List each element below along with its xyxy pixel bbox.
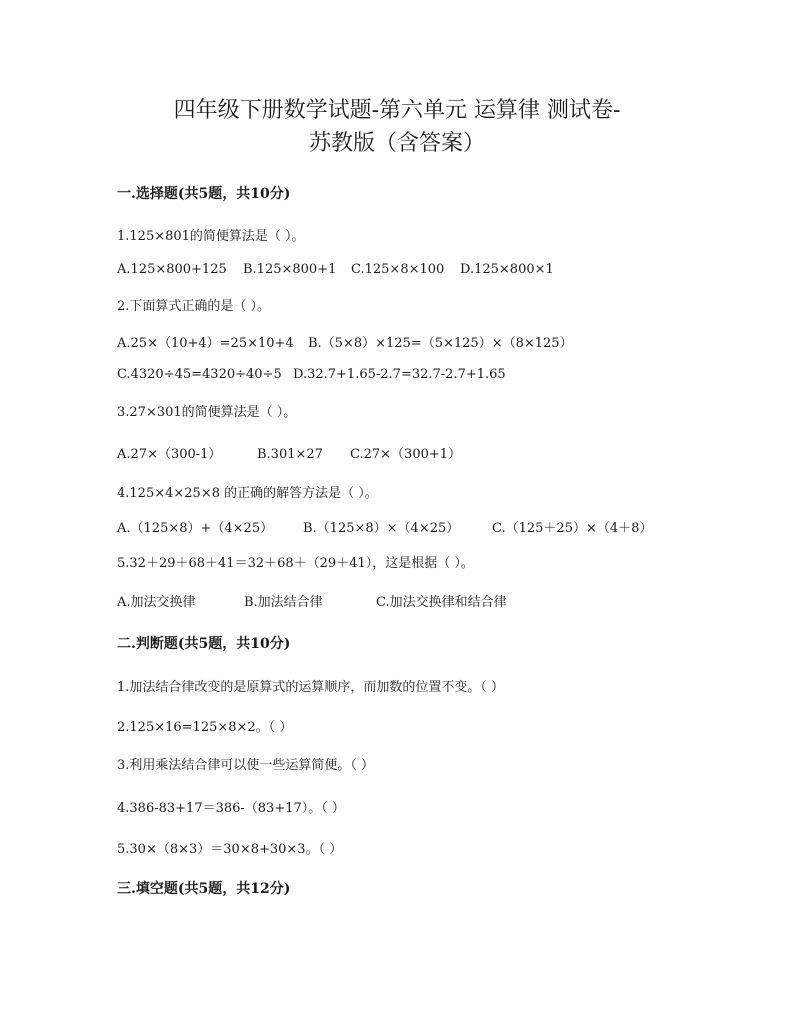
q3-option-a: A.27×（300-1） <box>117 447 222 462</box>
judge-item-3: 3.利用乘法结合律可以使一些运算简便。（ ） <box>117 758 375 773</box>
q4-option-a: A.（125×8）+（4×25） <box>117 521 274 536</box>
q1-option-b: B.125×800+1 <box>243 262 337 277</box>
section-heading-judge: 二.判断题(共5题，共10分) <box>117 636 291 652</box>
judge-item-4: 4.386-83+17＝386-（83+17）。（ ） <box>117 801 345 816</box>
q1-stem: 1.125×801的简便算法是（ ）。 <box>117 229 305 244</box>
q1-option-a: A.125×800+125 <box>117 262 227 277</box>
section-heading-fill: 三.填空题(共5题，共12分) <box>117 881 291 897</box>
q5-option-b: B.加法结合律 <box>244 595 323 610</box>
q4-option-c: C.（125＋25）×（4＋8） <box>492 521 653 536</box>
judge-item-2: 2.125×16=125×8×2。（ ） <box>117 720 293 735</box>
q3-stem: 3.27×301的简便算法是（ ）。 <box>117 405 297 420</box>
q1-option-d: D.125×800×1 <box>460 262 554 277</box>
q2-option-a: A.25×（10+4）=25×10+4 <box>117 336 294 351</box>
q3-options <box>117 443 461 462</box>
q3-option-c: C.27×（300+1） <box>350 447 462 462</box>
q5-option-a: A.加法交换律 <box>117 595 196 610</box>
q2-option-d: D.32.7+1.65-2.7=32.7-2.7+1.65 <box>293 367 506 382</box>
q5-stem: 5.32＋29＋68＋41＝32＋68＋（29＋41），这是根据（ ）。 <box>117 556 474 571</box>
section-heading-choice: 一.选择题(共5题，共10分) <box>117 186 291 202</box>
q2-option-b: B.（5×8）×125=（5×125）×（8×125） <box>308 336 573 351</box>
q4-option-b: B.（125×8）×（4×25） <box>303 521 460 536</box>
judge-item-1: 1.加法结合律改变的是原算式的运算顺序，而加数的位置不变。（ ） <box>117 680 505 695</box>
title-line-1: 四年级下册数学试题-第六单元 运算律 测试卷- <box>173 98 621 123</box>
q2-option-c: C.4320÷45=4320÷40÷5 <box>117 367 282 382</box>
title-line-2: 苏教版（含答案） <box>308 131 485 156</box>
judge-item-5: 5.30×（8×3）＝30×8+30×3。（ ） <box>117 842 343 857</box>
q3-option-b: B.301×27 <box>257 447 323 462</box>
q4-stem: 4.125×4×25×8 的正确的解答方法是（ ）。 <box>117 486 378 501</box>
q2-options-row1 <box>117 332 573 351</box>
q1-option-c: C.125×8×100 <box>351 262 445 277</box>
q5-option-c: C.加法交换律和结合律 <box>376 595 507 610</box>
q1-options <box>117 262 554 277</box>
q2-stem: 2.下面算式正确的是（ ）。 <box>117 299 271 314</box>
q4-options <box>117 517 652 536</box>
q2-options-row2 <box>117 367 506 382</box>
q5-options <box>117 591 507 610</box>
